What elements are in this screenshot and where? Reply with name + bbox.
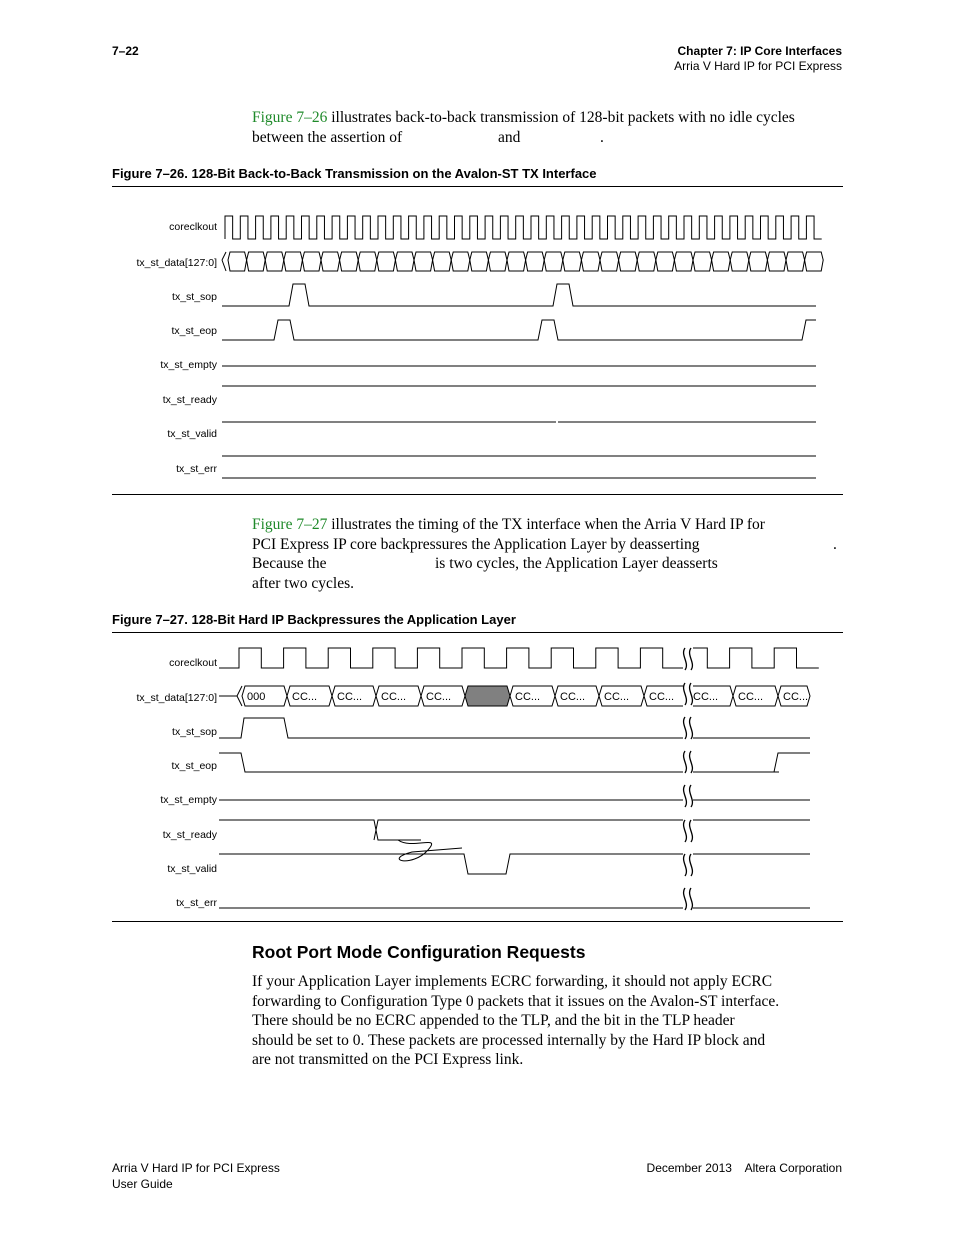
data-bus-cell-label: 000 [247, 691, 266, 703]
data-bus-cell-label: CC... [381, 691, 407, 703]
data-bus-cell-label: CC... [515, 691, 541, 703]
para1-text-b: between the assertion of [252, 129, 403, 146]
section-line-3: There should be no ECRC appended to the TLP, and the bit in the TLP header [252, 1012, 735, 1030]
footer-doc-type: User Guide [112, 1177, 173, 1191]
data-bus-cell [321, 252, 340, 271]
fig26-signal-label: tx_st_eop [171, 325, 217, 337]
para2-line3-a: Because the [252, 555, 327, 572]
fig27-signal-label: tx_st_err [176, 897, 217, 909]
para2-line2: PCI Express IP core backpressures the Application Layer by deasserting [252, 536, 700, 553]
data-bus-cell [451, 252, 470, 271]
section-line-1: If your Application Layer implements ECRC forwarding, it should not apply ECRC [252, 973, 773, 990]
data-bus-cell-label: CC... [604, 691, 630, 703]
fig27-signal-label: tx_st_ready [162, 829, 217, 841]
paragraph-fig27-intro-line1 [252, 515, 765, 535]
footer-left [112, 1160, 280, 1192]
tx-st-eop-wave [222, 320, 816, 340]
fig27-signal-label: tx_st_sop [172, 726, 217, 738]
section-line-2: forwarding to Configuration Type 0 packets that it issues on the Avalon-ST interface. [252, 992, 780, 1010]
figure-7-26-link[interactable]: Figure 7–26 [252, 109, 328, 126]
chapter-title: Chapter 7: IP Core Interfaces [677, 44, 842, 58]
data-bus-cell-label: CC... [783, 691, 809, 703]
section-line-4: should be set to 0. These packets are processed internally by the Hard IP block and [252, 1031, 766, 1049]
paragraph-fig26-intro [252, 108, 795, 128]
para2-line3-b: is two cycles, the Application Layer deasserts [435, 555, 718, 572]
data-bus-cell [693, 252, 712, 271]
data-bus-cell [805, 252, 824, 271]
fig26-signal-label: coreclkout [169, 221, 217, 233]
para2-line1-rest: illustrates the timing of the TX interface when the Arria V Hard IP for [327, 516, 765, 533]
page-number: 7–22 [112, 44, 139, 58]
figure-7-26-waveform [112, 190, 843, 495]
fig26-signal-label: tx_st_valid [167, 428, 217, 440]
data-bus-cell-label: CC... [560, 691, 586, 703]
para2-line4: after two cycles. [252, 575, 354, 592]
data-bus-cell-label: CC... [292, 691, 318, 703]
figure-7-27-link[interactable]: Figure 7–27 [252, 516, 328, 533]
footer-right: December 2013 Altera Corporation [646, 1161, 842, 1175]
figure-7-27-waveform-final [112, 636, 843, 921]
fig26-signal-label: tx_st_err [176, 463, 217, 475]
para2-line2-end: . [833, 536, 837, 553]
data-bus-cell-label: CC... [649, 691, 675, 703]
data-bus-cell-label: CC... [426, 691, 452, 703]
section-body [252, 972, 779, 1070]
data-bus-cell [414, 252, 433, 271]
fig27-signal-label: tx_st_valid [167, 863, 217, 875]
data-bus-cell [228, 252, 247, 271]
data-bus-cell [265, 252, 284, 271]
coreclkout-wave [225, 216, 822, 239]
data-bus-cell [786, 252, 805, 271]
data-bus-cell [656, 252, 675, 271]
data-bus-cell [544, 252, 563, 271]
data-bus-cell [730, 252, 749, 271]
data-bus-cell [712, 252, 731, 271]
data-bus-start [222, 252, 226, 271]
data-bus-cell [340, 252, 359, 271]
data-bus-cell [749, 252, 768, 271]
data-bus-cell [465, 686, 510, 706]
fig27-signal-label: coreclkout [169, 657, 217, 669]
document-subtitle: Arria V Hard IP for PCI Express [674, 59, 842, 73]
data-bus-cell-label: CC... [738, 691, 764, 703]
data-bus-cell [526, 252, 545, 271]
footer-doc-title: Arria V Hard IP for PCI Express [112, 1161, 280, 1175]
fig26-signal-label: tx_st_ready [162, 394, 217, 406]
data-bus-cell [488, 252, 507, 271]
fig26-signal-label: tx_st_sop [172, 291, 217, 303]
figure-7-26-bottom-rule [112, 494, 843, 495]
data-bus-cell [563, 252, 582, 271]
data-bus-cell [284, 252, 303, 271]
data-bus-cell [470, 252, 489, 271]
figure-7-27-top-rule [112, 632, 843, 633]
data-bus-cell [358, 252, 377, 271]
fig26-signal-label: tx_st_data[127:0] [136, 257, 217, 269]
data-bus-cell [619, 252, 638, 271]
data-bus-cell [600, 252, 619, 271]
figure-7-27-bottom-rule [112, 921, 843, 922]
para1-text-d: . [600, 129, 604, 146]
fig27-signal-label: tx_st_eop [171, 760, 217, 772]
para1-text-a: illustrates back-to-back transmission of 128-bit packets with no idle cycles [327, 109, 795, 126]
data-bus-cell-label: CC... [337, 691, 363, 703]
figure-7-27-title: Figure 7–27. 128-Bit Hard IP Backpressures the Application Layer [112, 612, 516, 627]
fig27-signal-label: tx_st_data[127:0] [136, 692, 217, 704]
data-bus-cell [581, 252, 600, 271]
para1-text-c: and [498, 129, 521, 146]
data-bus-cell [767, 252, 786, 271]
data-bus-cell [377, 252, 396, 271]
tx-st-sop-wave [222, 284, 816, 306]
data-bus-cell [302, 252, 321, 271]
fig27-signal-label: tx_st_empty [160, 794, 217, 806]
section-heading: Root Port Mode Configuration Requests [252, 942, 586, 962]
data-bus-cell [247, 252, 266, 271]
data-bus-cell [507, 252, 526, 271]
data-bus-cell [433, 252, 452, 271]
data-bus-cell [637, 252, 656, 271]
section-line-5: are not transmitted on the PCI Express link. [252, 1051, 524, 1069]
figure-7-26-title: Figure 7–26. 128-Bit Back-to-Back Transmission on the Avalon-ST TX Interface [112, 166, 597, 181]
fig26-signal-label: tx_st_empty [160, 359, 217, 371]
figure-7-26-top-rule [112, 186, 843, 187]
data-bus-cell [674, 252, 693, 271]
data-bus-cell [395, 252, 414, 271]
data-bus-cell-label: CC... [693, 691, 719, 703]
